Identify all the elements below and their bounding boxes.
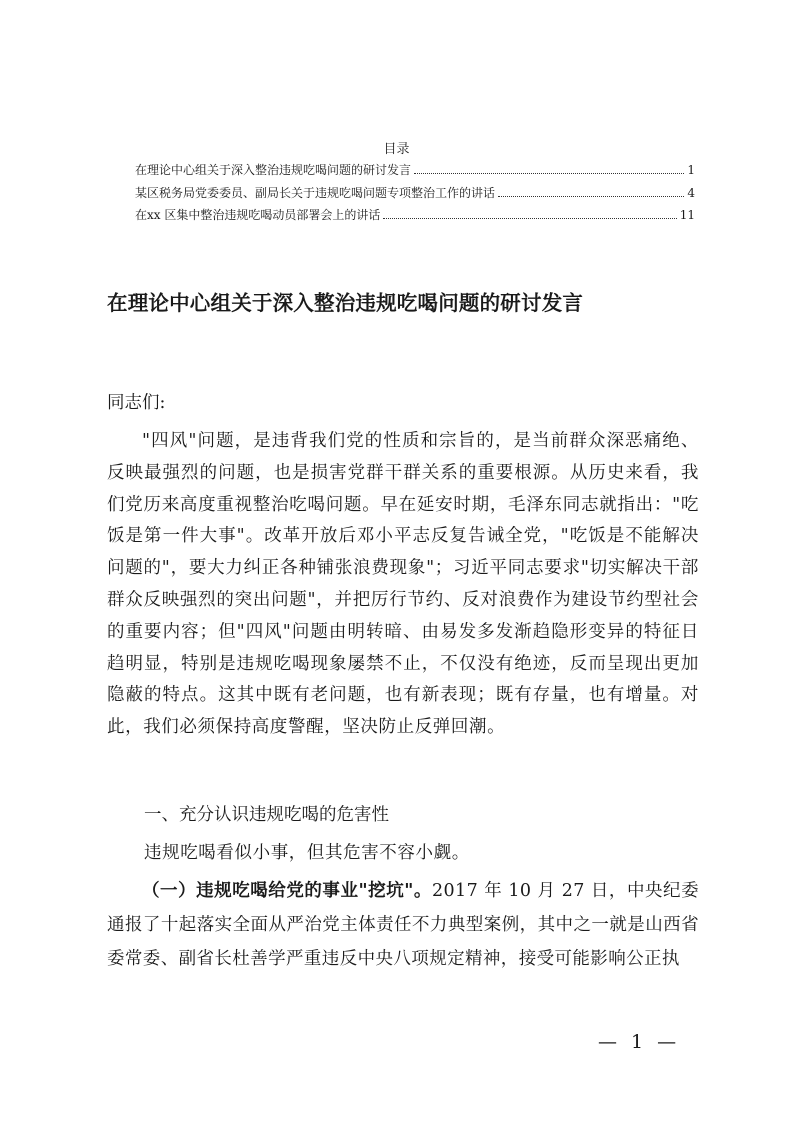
toc-leader-dots (498, 196, 684, 197)
document-title: 在理论中心组关于深入整治违规吃喝问题的研讨发言 (107, 291, 584, 315)
toc-entry-text: 在理论中心组关于深入整治违规吃喝问题的研讨发言 (135, 163, 412, 177)
toc-entry-page: 4 (687, 186, 695, 200)
sub-paragraph (107, 874, 699, 976)
toc-entry[interactable] (135, 207, 695, 223)
toc-entry[interactable] (135, 162, 695, 178)
toc-leader-dots (414, 173, 684, 174)
intro-paragraph-block (107, 426, 699, 744)
toc-title: 目录 (383, 142, 410, 157)
toc-entry-text: 在xx 区集中整治违规吃喝动员部署会上的讲话 (135, 208, 381, 222)
toc-entry[interactable] (135, 185, 695, 201)
sub-paragraph-text: 2017 年 10 月 27 日，中央纪委通报了十起落实全面从严治党主体责任不力典型案例，其中之一就是山西省委常委、副省长杜善学严重违反中央八项规定精神，接受可能影响公正执 (107, 881, 699, 969)
sub-heading: （一）违规吃喝给党的事业"挖坑"。 (142, 881, 432, 901)
toc-entry-page: 11 (679, 208, 695, 222)
page-number: — 1 — (598, 1031, 681, 1053)
intro-paragraph: "四风"问题，是违背我们党的性质和宗旨的，是当前群众深恶痛绝、反映最强烈的问题，也是损害党群干群关系的重要根源。从历史来看，我们党历来高度重视整治吃喝问题。早在延安时期，毛泽东同志就指出："吃饭是第一件大事"。改革开放后邓小平志反复告诫全党，"吃饭是不能解决问题的"，要大力纠正各种铺张浪费现象"；习近平同志要求"切实解决干部群众反映强烈的突出问题"，并把厉行节约、反对浪费作为建设节约型社会的重要内容；但"四风"问题由明转暗、由易发多发渐趋隐形变异的特征日趋明显，特别是违规吃喝现象屡禁不止，不仅没有绝迹，反而呈现出更加隐蔽的特点。这其中既有老问题，也有新表现；既有存量，也有增量。对此，我们必须保持高度警醒，坚决防止反弹回潮。 (107, 431, 699, 738)
toc-entry-page: 1 (687, 163, 695, 177)
toc-leader-dots (383, 218, 676, 219)
toc-entry-text: 某区税务局党委委员、副局长关于违规吃喝问题专项整治工作的讲话 (135, 186, 496, 200)
salutation: 同志们: (107, 393, 166, 413)
section-heading: 一、充分认识违规吃喝的危害性 (144, 805, 389, 825)
section-lead: 违规吃喝看似小事，但其危害不容小觑。 (144, 843, 470, 863)
sub-paragraph-block (107, 874, 699, 976)
